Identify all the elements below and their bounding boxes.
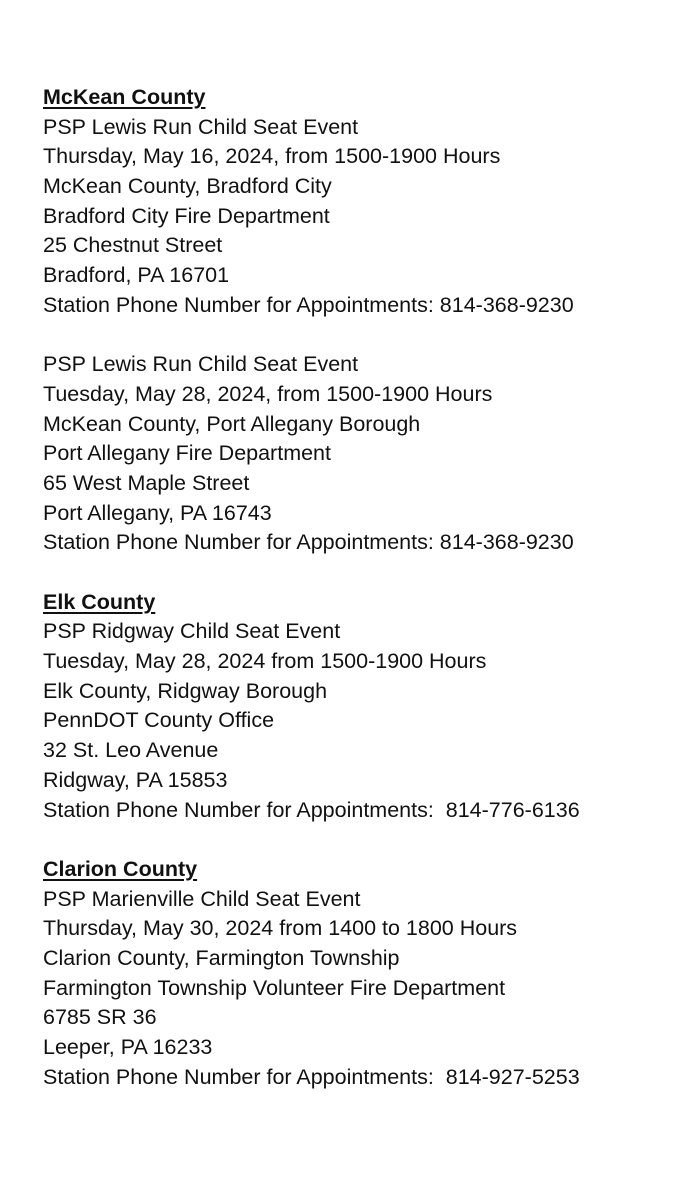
event-title: PSP Lewis Run Child Seat Event — [43, 352, 359, 377]
event-city: Leeper, PA 16233 — [43, 1035, 213, 1059]
event-phone: Station Phone Number for Appointments: 814-776-6136 — [43, 797, 580, 822]
event-municipality: Elk County, Ridgway Borough — [43, 678, 328, 703]
event-municipality: McKean County, Bradford City — [43, 174, 332, 199]
event-venue: Farmington Township Volunteer Fire Department — [43, 975, 506, 1000]
event-block — [43, 113, 697, 321]
event-venue: PennDOT County Office — [43, 708, 275, 733]
event-title: PSP Marienville Child Seat Event — [43, 886, 361, 911]
event-date: Thursday, May 16, 2024, from 1500-1900 Hours — [43, 144, 501, 169]
event-venue: Port Allegany Fire Department — [43, 441, 331, 466]
event-phone: Station Phone Number for Appointments: 814-368-9230 — [43, 292, 574, 317]
event-city: Bradford, PA 16701 — [43, 263, 230, 288]
event-phone: Station Phone Number for Appointments: 814-927-5253 — [43, 1064, 580, 1089]
spacer — [43, 558, 697, 588]
event-title: PSP Ridgway Child Seat Event — [43, 619, 341, 644]
event-date: Tuesday, May 28, 2024 from 1500-1900 Hours — [43, 649, 487, 674]
event-phone: Station Phone Number for Appointments: 814-368-9230 — [43, 530, 574, 555]
event-street: 25 Chestnut Street — [43, 233, 223, 258]
event-block — [43, 350, 697, 558]
event-venue: Bradford City Fire Department — [43, 203, 330, 228]
event-street: 6785 SR 36 — [43, 1005, 157, 1030]
spacer — [43, 321, 697, 351]
event-date: Thursday, May 30, 2024 from 1400 to 1800 Hours — [43, 916, 518, 941]
section-heading-mckean: McKean County — [43, 85, 206, 109]
event-city: Ridgway, PA 15853 — [43, 767, 228, 792]
event-date: Tuesday, May 28, 2024, from 1500-1900 Hours — [43, 381, 493, 406]
event-street: 32 St. Leo Avenue — [43, 738, 219, 763]
section-heading-elk: Elk County — [43, 589, 156, 614]
event-block — [43, 617, 697, 825]
event-block — [43, 885, 697, 1093]
event-street: 65 West Maple Street — [43, 470, 250, 495]
event-municipality: Clarion County, Farmington Township — [43, 945, 400, 970]
event-municipality: McKean County, Port Allegany Borough — [43, 411, 421, 436]
event-title: PSP Lewis Run Child Seat Event — [43, 114, 359, 139]
section-heading-clarion: Clarion County — [43, 856, 198, 881]
spacer — [43, 825, 697, 855]
event-city: Port Allegany, PA 16743 — [43, 500, 272, 525]
